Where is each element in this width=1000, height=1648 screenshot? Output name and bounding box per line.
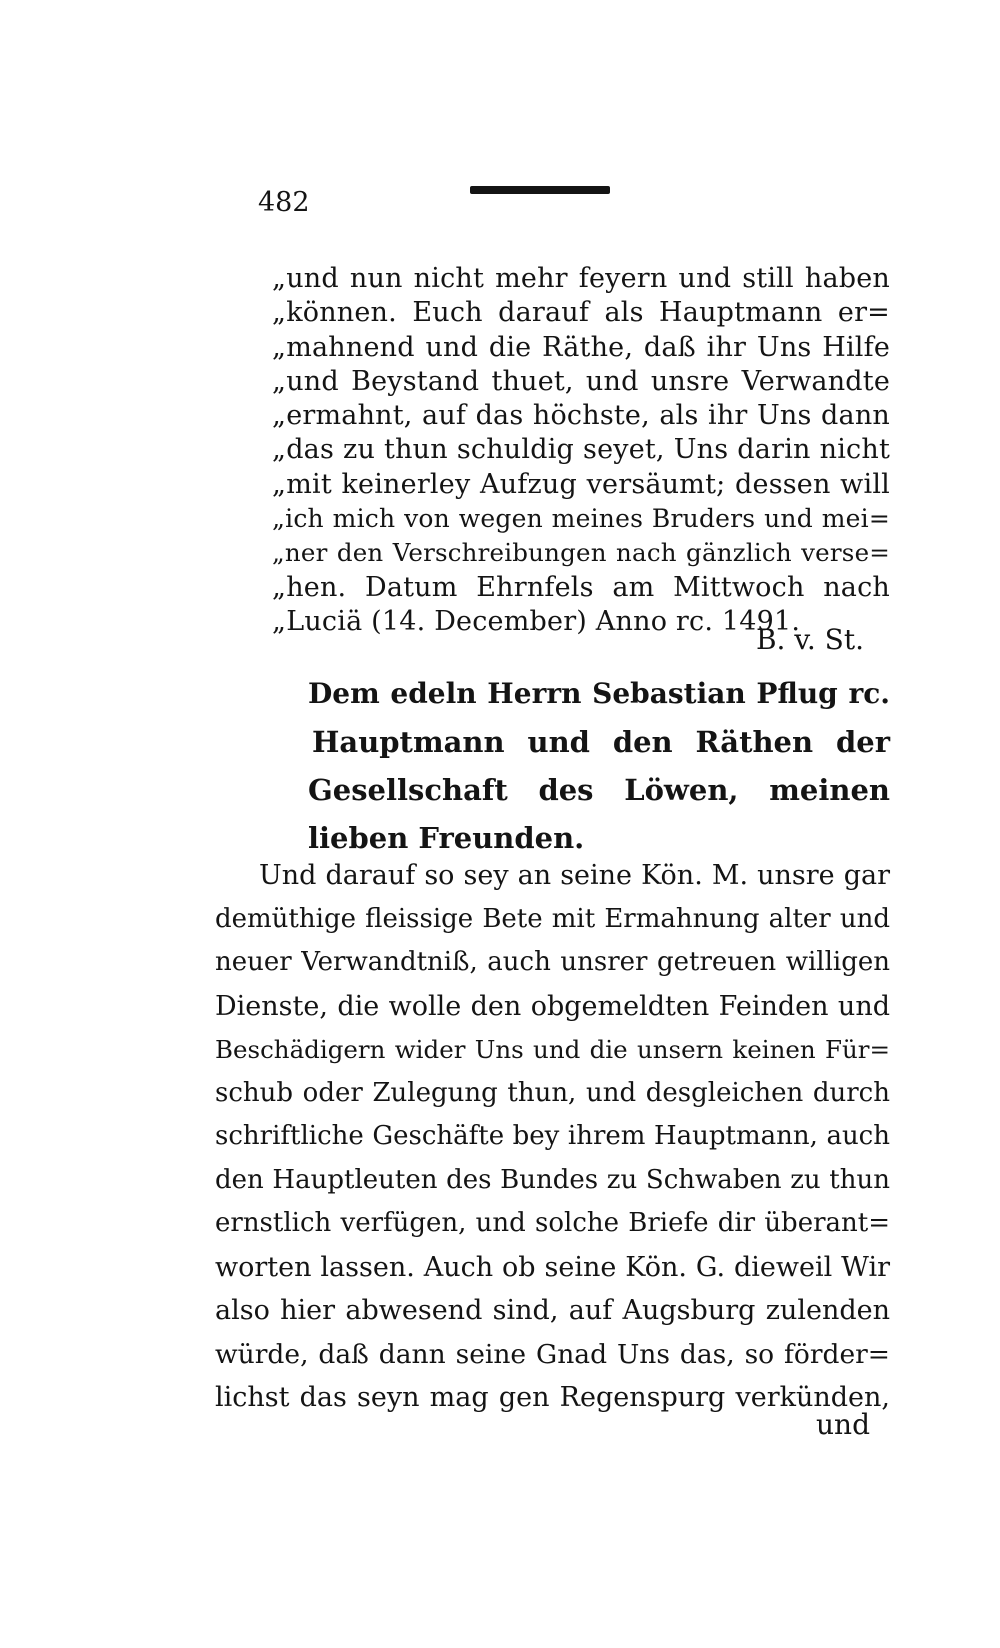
quote-line: „ich mich von wegen meines Bruders und mei=	[272, 504, 890, 534]
quote-line: „können. Euch darauf als Hauptmann er=	[272, 297, 890, 329]
address-line: Gesellschaft des Löwen, meinen	[308, 773, 890, 807]
quote-line: „ner den Verschreibungen nach gänzlich verse=	[272, 538, 890, 568]
body-line: ernstlich verfügen, und solche Briefe dir überant=	[215, 1208, 890, 1238]
address-line: lieben Freunden.	[308, 821, 585, 855]
body-line: lichst das seyn mag gen Regenspurg verkünden,	[215, 1382, 890, 1413]
quote-line: „Luciä (14. December) Anno rc. 1491.	[272, 605, 801, 637]
address-line: Dem edeln Herrn Sebastian Pflug rc.	[308, 677, 890, 710]
body-line: also hier abwesend sind, auf Augsburg zulenden	[215, 1295, 890, 1326]
quote-line: „hen. Datum Ehrnfels am Mittwoch nach	[272, 571, 890, 603]
body-line: schub oder Zulegung thun, und desgleichen durch	[215, 1077, 890, 1108]
catchword: und	[816, 1408, 870, 1441]
quote-line: „das zu thun schuldig seyet, Uns darin nicht	[272, 434, 890, 466]
page-number: 482	[258, 187, 310, 218]
header-rule	[470, 186, 610, 194]
body-line: Dienste, die wolle den obgemeldten Feinden und	[215, 990, 890, 1022]
signature: B. v. St.	[755, 623, 864, 656]
quote-line: „und Beystand thuet, und unsre Verwandte	[272, 365, 890, 397]
quote-line: „mahnend und die Räthe, daß ihr Uns Hilfe	[272, 331, 890, 363]
body-line: neuer Verwandtniß, auch unsrer getreuen willigen	[215, 947, 890, 977]
body-line: Beschädigern wider Uns und die unsern keinen Für=	[215, 1035, 890, 1064]
body-line: worten lassen. Auch ob seine Kön. G. dieweil Wir	[215, 1251, 890, 1283]
address-line: Hauptmann und den Räthen der	[312, 725, 890, 759]
quoted-letter	[272, 262, 890, 639]
body-line: demüthige fleissige Bete mit Ermahnung alter und	[215, 903, 890, 934]
quote-line: „ermahnt, auf das höchste, als ihr Uns dann	[272, 400, 890, 432]
quote-line: „und nun nicht mehr feyern und still haben	[272, 263, 890, 294]
body-paragraph	[215, 854, 890, 1420]
quote-line: „mit keinerley Aufzug versäumt; dessen will	[272, 468, 890, 500]
body-line: den Hauptleuten des Bundes zu Schwaben zu thun	[215, 1164, 890, 1195]
body-line: würde, daß dann seine Gnad Uns das, so förder=	[215, 1338, 890, 1370]
body-line: schriftliche Geschäfte bey ihrem Hauptmann, auch	[215, 1121, 890, 1151]
body-line: Und darauf so sey an seine Kön. M. unsre gar	[259, 860, 890, 891]
letter-address	[308, 670, 890, 862]
